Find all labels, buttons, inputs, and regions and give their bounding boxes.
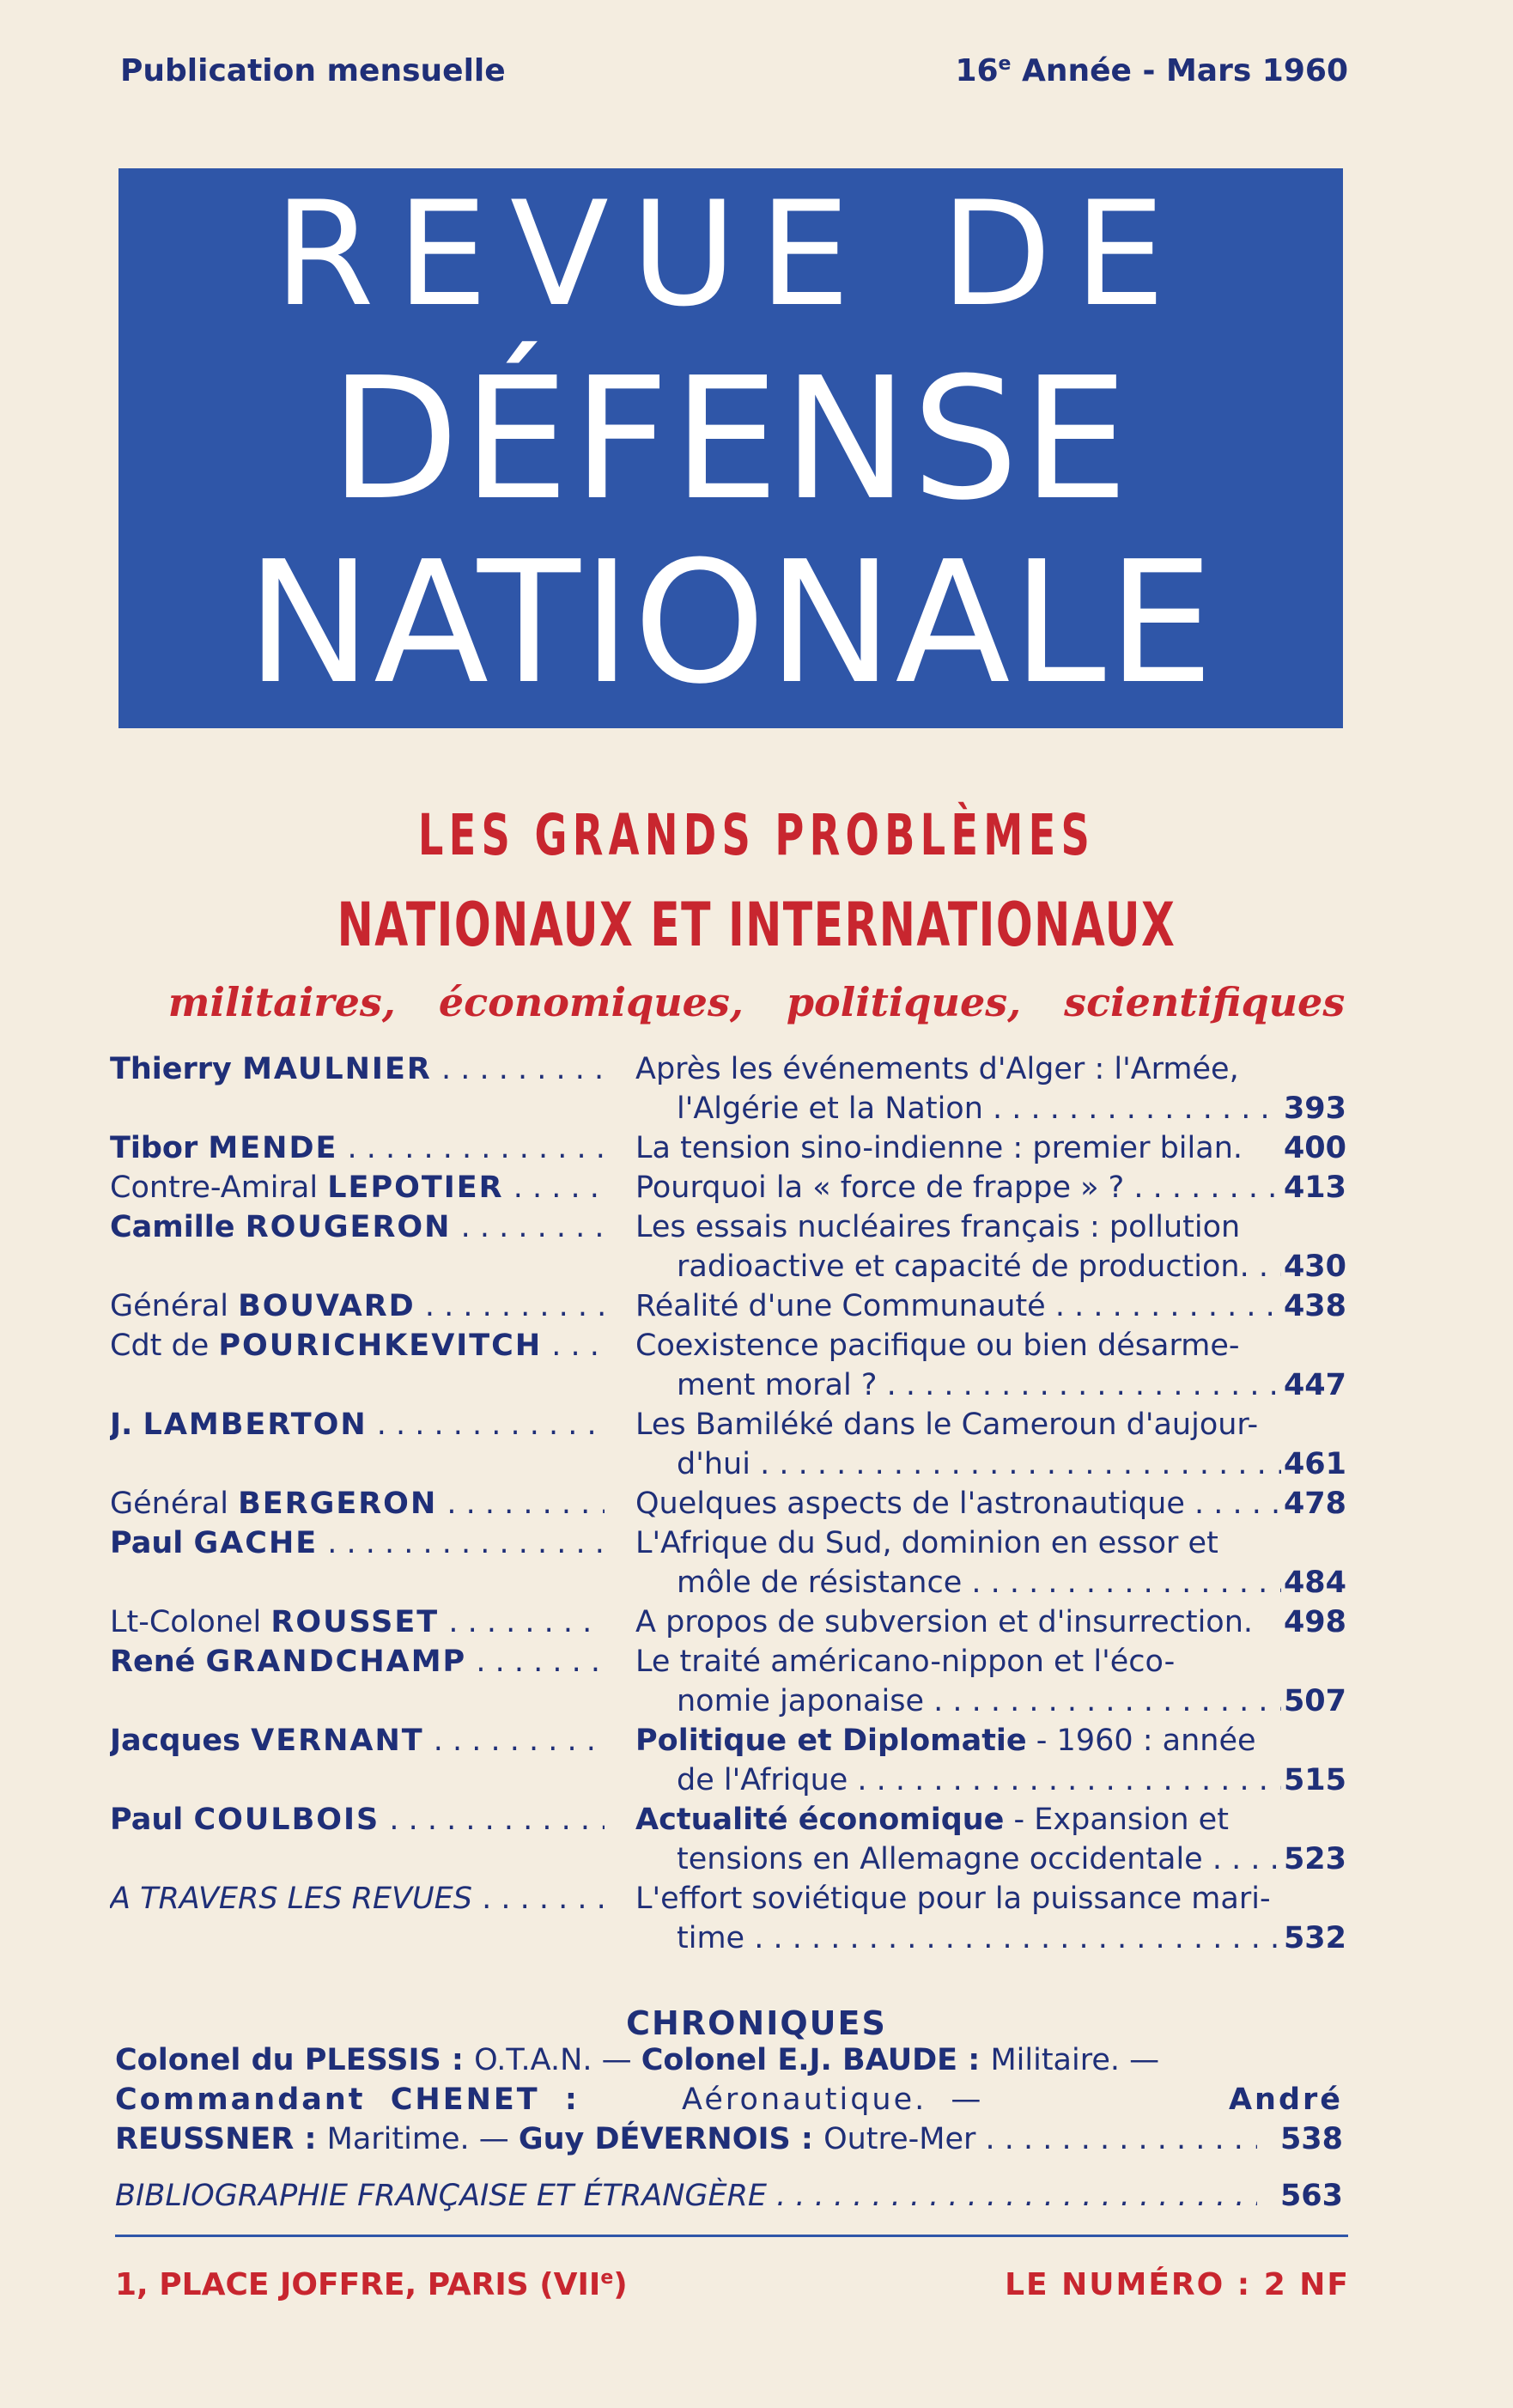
- title-text: Coexistence pacifique ou bien désarme-: [635, 1329, 1240, 1363]
- toc-title: [635, 1049, 1281, 1128]
- toc-author: [110, 1800, 605, 1839]
- title-text: A propos de subversion et d'insurrection.: [635, 1605, 1254, 1639]
- author-prefix: J.: [110, 1408, 143, 1442]
- leader-dots: [439, 1605, 605, 1639]
- author-surname: GACHE: [193, 1526, 319, 1560]
- author-prefix: René: [110, 1645, 206, 1679]
- bibliography-title: BIBLIOGRAPHIE FRANÇAISE ET ÉTRANGÈRE: [115, 2179, 768, 2213]
- title-text: - Expansion et: [1004, 1803, 1229, 1837]
- title-text: Quelques aspects de l'astronautique: [635, 1487, 1185, 1521]
- title-line: [635, 1405, 1281, 1444]
- publication-frequency: Publication mensuelle: [120, 53, 506, 88]
- author-prefix: A TRAVERS LES REVUES: [110, 1882, 472, 1916]
- year-number: 16: [955, 53, 999, 88]
- masthead-line-2: DÉFENSE: [329, 342, 1133, 538]
- leader-dots: [1185, 1487, 1281, 1521]
- title-text: La tension sino-indienne : premier bilan.: [635, 1131, 1243, 1165]
- leader-dots: [767, 2179, 1257, 2213]
- title-text: Pourquoi la « force de frappe » ?: [635, 1171, 1125, 1205]
- masthead-line-3: NATIONALE: [246, 526, 1216, 721]
- chronicler-name: André: [1228, 2083, 1343, 2117]
- chronicle-topic: O.T.A.N. —: [474, 2043, 641, 2077]
- leader-dots: [466, 1645, 605, 1679]
- toc-title: [635, 1405, 1281, 1484]
- page-number: 478: [1283, 1487, 1346, 1521]
- page-number: 438: [1283, 1289, 1346, 1323]
- title-text: môle de résistance: [677, 1566, 963, 1600]
- leader-dots: [983, 1092, 1281, 1126]
- leader-dots: [744, 1921, 1281, 1955]
- toc-title: [635, 1168, 1281, 1207]
- title-text: ment moral ?: [677, 1368, 878, 1402]
- title-text: l'Algérie et la Nation: [677, 1092, 983, 1126]
- chronicler-name: REUSSNER :: [115, 2122, 327, 2156]
- toc-title: [635, 1602, 1281, 1642]
- toc-author: [110, 1523, 605, 1563]
- toc-title: [635, 1642, 1281, 1721]
- leader-dots: [432, 1052, 605, 1086]
- chronicler-name: Guy DÉVERNOIS :: [518, 2122, 824, 2156]
- issue-price: LE NUMÉRO : 2 NF: [1005, 2267, 1350, 2302]
- leader-dots: [416, 1289, 605, 1323]
- page-number: 461: [1283, 1447, 1346, 1481]
- masthead: [118, 168, 1343, 728]
- title-line: [635, 1602, 1281, 1642]
- chronicle-topic: Aéronautique. —: [682, 2083, 984, 2117]
- leader-dots: [424, 1724, 605, 1758]
- leader-dots: [368, 1408, 605, 1442]
- title-text: tensions en Allemagne occidentale: [677, 1842, 1203, 1876]
- title-line: [635, 1128, 1281, 1168]
- publisher-address: [115, 2267, 628, 2302]
- title-text: Les Bamiléké dans le Cameroun d'aujour-: [635, 1408, 1259, 1442]
- page-number: 393: [1283, 1092, 1346, 1126]
- subheading-topics: militaires, économiques, politiques, scientifiques: [167, 979, 1346, 1025]
- toc-author: [110, 1049, 605, 1089]
- leader-dots: [337, 1131, 605, 1165]
- author-prefix: Paul: [110, 1803, 194, 1837]
- title-line: [635, 1800, 1281, 1839]
- title-text: nomie japonaise: [677, 1684, 924, 1718]
- toc-author: [110, 1207, 605, 1247]
- leader-dots: [542, 1329, 605, 1363]
- page-number: 484: [1283, 1566, 1346, 1600]
- author-surname: BOUVARD: [238, 1289, 416, 1323]
- subheading-2: NATIONAUX ET INTERNATIONAUX: [337, 890, 1176, 960]
- title-line: [635, 1247, 1281, 1286]
- toc-author: [110, 1286, 605, 1326]
- leader-dots: [451, 1210, 605, 1244]
- title-text: Les essais nucléaires français : pollution: [635, 1210, 1241, 1244]
- masthead-line-1: REVUE DE: [274, 170, 1188, 338]
- title-line: [635, 1049, 1281, 1089]
- author-surname: MENDE: [208, 1131, 338, 1165]
- title-line: [635, 1563, 1281, 1602]
- title-line: [635, 1207, 1281, 1247]
- toc-author: [110, 1326, 605, 1365]
- toc-author: [110, 1405, 605, 1444]
- title-line: [635, 1642, 1281, 1681]
- chroniques-line-2: [115, 2080, 1343, 2119]
- chronicler-name: Colonel du PLESSIS :: [115, 2043, 475, 2077]
- toc-title: [635, 1326, 1281, 1405]
- page-number: 413: [1283, 1171, 1346, 1205]
- toc-title: [635, 1484, 1281, 1523]
- bibliography-line: [115, 2176, 1343, 2226]
- author-surname: VERNANT: [251, 1724, 424, 1758]
- title-text: d'hui: [677, 1447, 750, 1481]
- leader-dots: [750, 1447, 1281, 1481]
- title-line: [635, 1839, 1281, 1879]
- page-number: 430: [1283, 1250, 1346, 1284]
- leader-dots: [877, 1368, 1281, 1402]
- chroniques-heading: CHRONIQUES: [626, 2004, 887, 2042]
- author-prefix: Lt-Colonel: [110, 1605, 271, 1639]
- page-number: 447: [1283, 1368, 1346, 1402]
- title-line: [635, 1681, 1281, 1721]
- author-surname: COULBOIS: [193, 1803, 380, 1837]
- author-surname: BERGERON: [238, 1487, 438, 1521]
- divider: [115, 2235, 1348, 2237]
- toc-title: [635, 1207, 1281, 1286]
- toc-author: [110, 1484, 605, 1523]
- toc-author: [110, 1602, 605, 1642]
- leader-dots: [380, 1803, 605, 1837]
- chroniques-line-3: [115, 2119, 1343, 2169]
- toc-title: [635, 1523, 1281, 1602]
- toc-title: [635, 1128, 1281, 1168]
- toc-author: [110, 1128, 605, 1168]
- section-label: Politique et Diplomatie: [635, 1724, 1027, 1758]
- toc-author: [110, 1642, 605, 1681]
- toc-title: [635, 1286, 1281, 1326]
- page-number: 400: [1283, 1131, 1346, 1165]
- page-number: 538: [1279, 2122, 1343, 2156]
- toc-author: [110, 1721, 605, 1760]
- author-prefix: Paul: [110, 1526, 194, 1560]
- title-text: radioactive et capacité de production.: [677, 1250, 1249, 1284]
- chroniques-line-1: [115, 2040, 1343, 2080]
- title-line: [635, 1523, 1281, 1563]
- title-line: [635, 1365, 1281, 1405]
- chronicle-topic: Maritime. —: [326, 2122, 519, 2156]
- leader-dots: [472, 1882, 605, 1916]
- leader-dots: [1203, 1842, 1281, 1876]
- author-prefix: Cdt de: [110, 1329, 219, 1363]
- page-number: 532: [1283, 1921, 1346, 1955]
- title-line: [635, 1089, 1281, 1128]
- title-text: Après les événements d'Alger : l'Armée,: [635, 1052, 1239, 1086]
- author-prefix: Tibor: [110, 1131, 209, 1165]
- toc-author: [110, 1879, 605, 1918]
- author-prefix: Camille: [110, 1210, 246, 1244]
- author-surname: LEPOTIER: [327, 1171, 504, 1205]
- address-text: 1, PLACE JOFFRE, PARIS (VII: [115, 2267, 601, 2302]
- title-text: Réalité d'une Communauté: [635, 1289, 1046, 1323]
- title-text: time: [677, 1921, 745, 1955]
- page-number: 523: [1283, 1842, 1346, 1876]
- chronicler-name: Commandant CHENET :: [115, 2083, 605, 2117]
- year-month: Année - Mars 1960: [1011, 53, 1348, 88]
- title-text: - 1960 : année: [1026, 1724, 1256, 1758]
- address-ordinal: e: [600, 2267, 614, 2289]
- subheading-1: LES GRANDS PROBLÈMES: [417, 802, 1096, 868]
- leader-dots: [1046, 1289, 1281, 1323]
- author-surname: ROUGERON: [245, 1210, 452, 1244]
- author-surname: ROUSSET: [270, 1605, 440, 1639]
- author-surname: POURICHKEVITCH: [218, 1329, 543, 1363]
- leader-dots: [1249, 1250, 1281, 1284]
- address-close: ): [613, 2267, 628, 2302]
- page-number: 563: [1279, 2179, 1343, 2213]
- issue-date: [955, 53, 1348, 88]
- author-surname: MAULNIER: [242, 1052, 432, 1086]
- leader-dots: [437, 1487, 605, 1521]
- author-surname: LAMBERTON: [143, 1408, 368, 1442]
- author-surname: GRANDCHAMP: [205, 1645, 467, 1679]
- toc-title: [635, 1879, 1281, 1958]
- title-line: [635, 1721, 1281, 1760]
- title-line: [635, 1879, 1281, 1918]
- toc-title: [635, 1721, 1281, 1800]
- title-text: Le traité américano-nippon et l'éco-: [635, 1645, 1176, 1679]
- year-ordinal: e: [998, 53, 1012, 75]
- toc-author: [110, 1168, 605, 1207]
- title-text: L'Afrique du Sud, dominion en essor et: [635, 1526, 1218, 1560]
- title-text: de l'Afrique: [677, 1763, 848, 1797]
- page-number: 507: [1283, 1684, 1346, 1718]
- title-line: [635, 1760, 1281, 1800]
- title-line: [635, 1918, 1281, 1958]
- title-text: L'effort soviétique pour la puissance mari-: [635, 1882, 1271, 1916]
- title-line: [635, 1444, 1281, 1484]
- author-prefix: Général: [110, 1289, 239, 1323]
- author-prefix: Thierry: [110, 1052, 243, 1086]
- chronicle-topic: Militaire. —: [990, 2043, 1160, 2077]
- title-line: [635, 1286, 1281, 1326]
- leader-dots: [318, 1526, 605, 1560]
- leader-dots: [962, 1566, 1281, 1600]
- toc-title: [635, 1800, 1281, 1879]
- title-line: [635, 1168, 1281, 1207]
- page-number: 515: [1283, 1763, 1346, 1797]
- leader-dots: [848, 1763, 1281, 1797]
- author-prefix: Jacques: [110, 1724, 252, 1758]
- author-prefix: Général: [110, 1487, 239, 1521]
- chronicle-topic: Outre-Mer: [823, 2122, 976, 2156]
- chronicler-name: Colonel E.J. BAUDE :: [641, 2043, 991, 2077]
- leader-dots: [975, 2122, 1257, 2156]
- author-prefix: Contre-Amiral: [110, 1171, 328, 1205]
- section-label: Actualité économique: [635, 1803, 1005, 1837]
- page-number: 498: [1283, 1605, 1346, 1639]
- leader-dots: [924, 1684, 1281, 1718]
- title-line: [635, 1484, 1281, 1523]
- title-line: [635, 1326, 1281, 1365]
- leader-dots: [1124, 1171, 1281, 1205]
- leader-dots: [504, 1171, 605, 1205]
